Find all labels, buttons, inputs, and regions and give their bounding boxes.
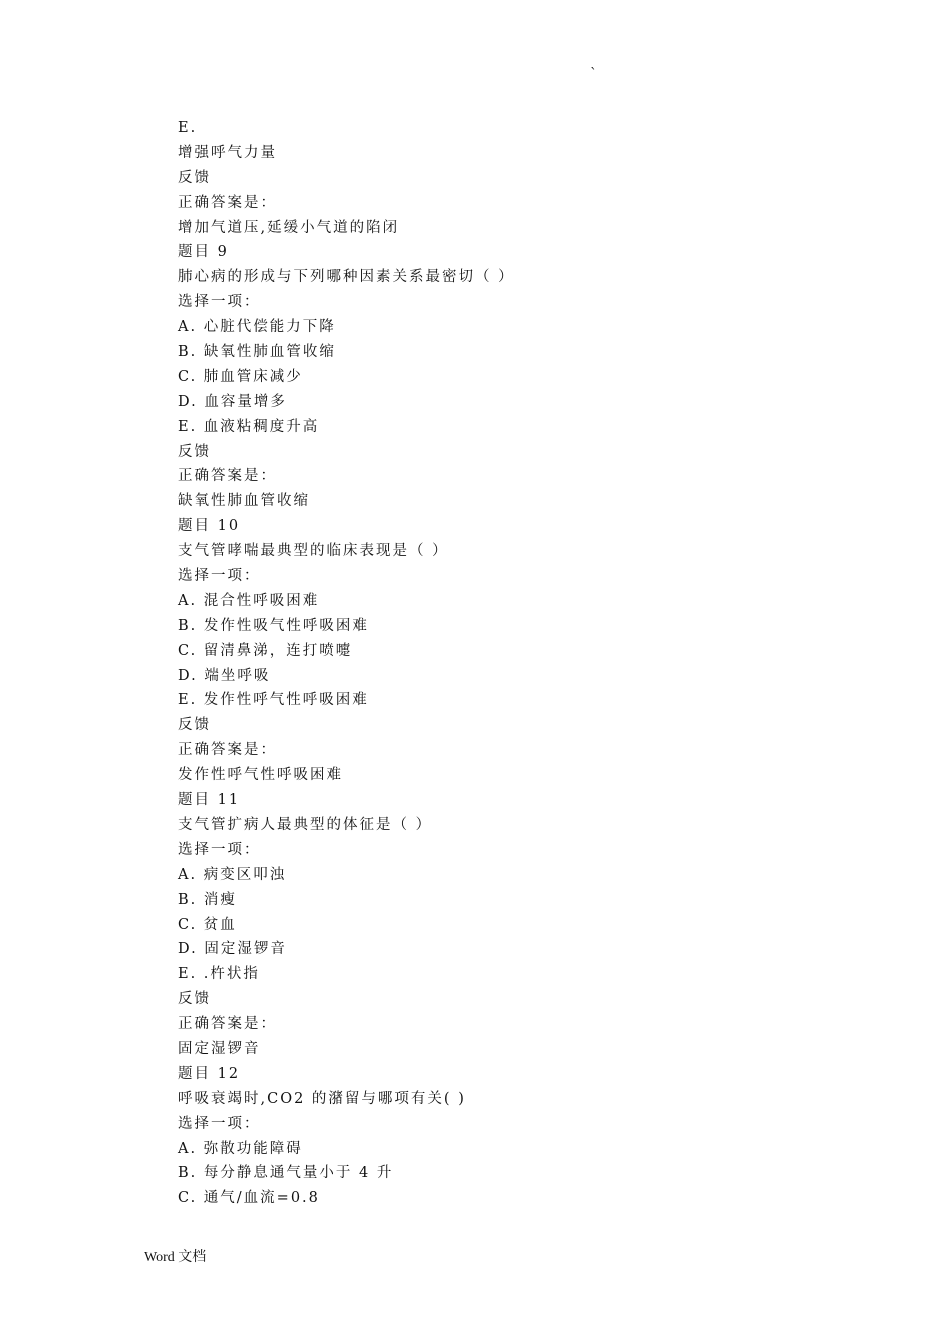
document-body	[178, 116, 778, 1211]
text-line: 正确答案是：	[178, 468, 277, 485]
text-line: A. 病变区叩浊	[178, 866, 287, 883]
text-line: 缺氧性肺血管收缩	[178, 493, 310, 510]
text-line: E. 发作性呼气性呼吸困难	[178, 692, 369, 709]
text-line: 题目 9	[178, 244, 229, 261]
text-line: C. 通气/血流=0.8	[178, 1190, 320, 1207]
text-line: 正确答案是：	[178, 194, 277, 211]
text-line: 支气管哮喘最典型的临床表现是（ ）	[178, 543, 449, 560]
text-line: A. 混合性呼吸困难	[178, 592, 320, 609]
text-line: 选择一项：	[178, 841, 261, 858]
text-line: 选择一项：	[178, 294, 261, 311]
text-line: 选择一项：	[178, 568, 261, 585]
text-line: D. 血容量增多	[178, 393, 287, 410]
text-line: E. .杵状指	[178, 966, 260, 983]
header-mark: `	[590, 66, 597, 82]
text-line: 反馈	[178, 169, 211, 186]
text-line: 发作性呼气性呼吸困难	[178, 767, 343, 784]
text-line: A. 心脏代偿能力下降	[178, 319, 336, 336]
text-line: B. 发作性吸气性呼吸困难	[178, 617, 369, 634]
text-line: 正确答案是：	[178, 1016, 277, 1033]
text-line: C. 留清鼻涕，连打喷嚏	[178, 642, 353, 659]
text-line: 选择一项：	[178, 1115, 261, 1132]
text-line: 题目 11	[178, 792, 241, 809]
text-line: 反馈	[178, 717, 211, 734]
text-line: B. 消瘦	[178, 891, 237, 908]
text-line: 反馈	[178, 991, 211, 1008]
text-line: 增加气道压,延缓小气道的陷闭	[178, 219, 400, 236]
text-line: 正确答案是：	[178, 742, 277, 759]
text-line: C. 贫血	[178, 916, 237, 933]
text-line: E. 血液粘稠度升高	[178, 418, 320, 435]
text-line: C. 肺血管床减少	[178, 368, 303, 385]
text-line: D. 固定湿锣音	[178, 941, 287, 958]
text-line: 题目 12	[178, 1065, 241, 1082]
text-line: 固定湿锣音	[178, 1040, 261, 1057]
text-line: 反馈	[178, 443, 211, 460]
text-line: 肺心病的形成与下列哪种因素关系最密切（ ）	[178, 269, 515, 286]
text-line: D. 端坐呼吸	[178, 667, 271, 684]
text-line: 题目 10	[178, 518, 241, 535]
text-line: B. 每分静息通气量小于 4 升	[178, 1165, 394, 1182]
text-line: A. 弥散功能障碍	[178, 1140, 303, 1157]
text-line: B. 缺氧性肺血管收缩	[178, 344, 336, 361]
text-line: 呼吸衰竭时,CO2 的潴留与哪项有关( )	[178, 1090, 466, 1107]
text-line: 增强呼气力量	[178, 144, 277, 161]
text-line: 支气管扩病人最典型的体征是（ ）	[178, 816, 433, 833]
page-footer: Word 文档	[144, 1250, 207, 1265]
text-line: E.	[178, 120, 198, 136]
